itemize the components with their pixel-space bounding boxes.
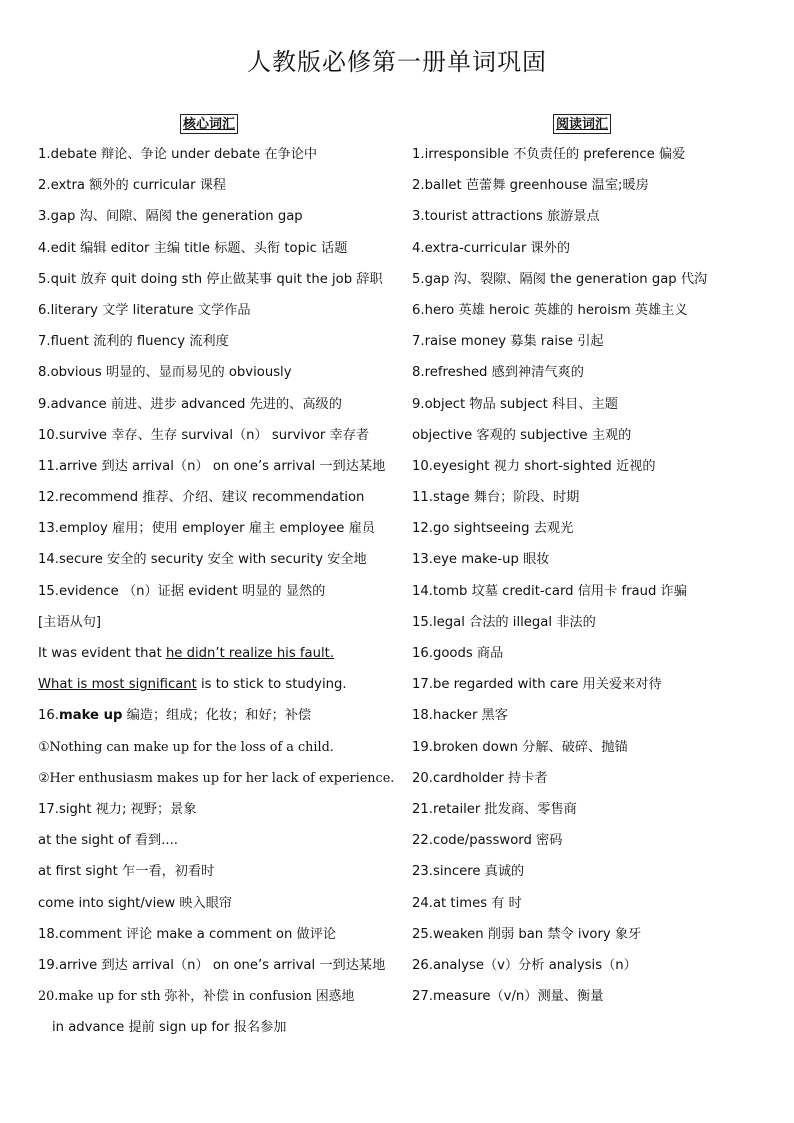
vocab-line: 20.cardholder 持卡者 (412, 770, 548, 786)
vocab-line: at first sight 乍一看，初看时 (38, 864, 215, 880)
phrase-meaning: 编造；组成；化妆；和好；补偿 (122, 708, 312, 724)
vocab-line: objective 客观的 subjective 主观的 (412, 427, 632, 443)
vocab-line: 17.be regarded with care 用关爱来对待 (412, 677, 662, 693)
vocab-line: 15.evidence （n）证据 evident 明显的 显然的 (38, 583, 326, 599)
bold-phrase: make up (58, 708, 123, 724)
example-sentence (38, 638, 408, 669)
vocab-line: 6.literary 文学 literature 文学作品 (38, 302, 251, 318)
vocab-line: 5.gap 沟、裂隙、隔阂 the generation gap 代沟 (412, 271, 708, 287)
vocab-line: 19.arrive 到达 arrival（n） on one’s arrival 一到达某地 (38, 957, 386, 973)
vocab-line: in advance 提前 sign up for 报名参加 (52, 1020, 287, 1036)
vocab-line: 18.comment 评论 make a comment on 做评论 (38, 926, 337, 942)
vocab-line: 1.irresponsible 不负责任的 preference 偏爱 (412, 147, 686, 162)
vocab-line: 4.edit 编辑 editor 主编 title 标题、头衔 topic 话题 (38, 240, 348, 256)
vocab-line: 26.analyse（v）分析 analysis（n） (412, 957, 637, 973)
vocab-line: 1.debate 辩论、争论 under debate 在争论中 (38, 147, 318, 162)
vocab-line: 12.recommend 推荐、介绍、建议 recommendation (38, 490, 365, 506)
vocab-line: 19.broken down 分解、破碎、抛锚 (412, 739, 628, 755)
vocab-line: come into sight/view 映入眼帘 (38, 895, 233, 911)
example-sentence: ②Her enthusiasm makes up for her lack of experience. (38, 770, 395, 786)
vocab-line: 9.object 物品 subject 科目、主题 (412, 396, 618, 412)
vocab-line: 22.code/password 密码 (412, 833, 563, 849)
example-sentence: ①Nothing can make up for the loss of a child. (38, 739, 334, 755)
vocab-line: 11.stage 舞台；阶段、时期 (412, 490, 580, 506)
vocab-line: 27.measure（v/n）测量、衡量 (412, 989, 604, 1005)
underlined-clause: What is most significant (38, 677, 197, 693)
vocab-line: 6.hero 英雄 heroic 英雄的 heroism 英雄主义 (412, 302, 688, 318)
core-vocabulary-heading: 核心词汇 (180, 114, 238, 134)
vocab-line: at the sight of 看到.... (38, 833, 178, 849)
vocab-line: 12.go sightseeing 去观光 (412, 521, 574, 537)
vocab-line: 7.raise money 募集 raise 引起 (412, 334, 604, 350)
vocab-line: 10.survive 幸存、生存 survival（n） survivor 幸存者 (38, 427, 370, 443)
vocab-line: 24.at times 有 时 (412, 895, 522, 911)
vocab-line: 3.gap 沟、间隙、隔阂 the generation gap (38, 209, 303, 225)
example-sentence-start: It was evident that (38, 646, 166, 661)
reading-vocabulary-column (412, 114, 782, 1012)
vocab-line: 2.extra 额外的 curricular 课程 (38, 178, 227, 194)
vocab-line: 11.arrive 到达 arrival（n） on one’s arrival 一到达某地 (38, 458, 386, 474)
vocab-line: 21.retailer 批发商、零售商 (412, 801, 577, 817)
vocab-line: 25.weaken 削弱 ban 禁令 ivory 象牙 (412, 926, 642, 942)
vocab-line: 3.tourist attractions 旅游景点 (412, 209, 600, 225)
vocab-line: 13.employ 雇用；使用 employer 雇主 employee 雇员 (38, 521, 375, 537)
vocab-line: 18.hacker 黑客 (412, 708, 508, 724)
example-sentence (38, 669, 408, 700)
vocab-line: 16.goods 商品 (412, 646, 504, 661)
vocab-line: 10.eyesight 视力 short-sighted 近视的 (412, 458, 656, 474)
vocab-line: 9.advance 前进、进步 advanced 先进的、高级的 (38, 396, 342, 412)
underlined-clause: he didn’t realize his fault. (165, 646, 335, 661)
reading-vocabulary-heading: 阅读词汇 (553, 114, 611, 134)
example-sentence-end: is to stick to studying. (196, 677, 347, 693)
vocab-line: 14.secure 安全的 security 安全 with security 安全地 (38, 552, 367, 568)
page-title: 人教版必修第一册单词巩固 (247, 48, 547, 76)
vocab-line: 5.quit 放弃 quit doing sth 停止做某事 quit the job 辞职 (38, 271, 383, 287)
vocab-line: 20.make up for sth 弥补，补偿 in confusion 困惑地 (38, 989, 355, 1005)
item-number: 16. (38, 708, 59, 724)
vocab-line: 7.fluent 流利的 fluency 流利度 (38, 334, 229, 350)
vocab-line: 17.sight 视力; 视野；景象 (38, 801, 197, 817)
subject-clause-label: [主语从句] (38, 614, 102, 630)
vocab-line: 14.tomb 坟墓 credit-card 信用卡 fraud 诈骗 (412, 583, 687, 599)
vocab-line: 15.legal 合法的 illegal 非法的 (412, 614, 596, 630)
vocab-line: 13.eye make-up 眼妆 (412, 552, 550, 568)
core-vocabulary-column (38, 114, 408, 1043)
vocab-line: 8.obvious 明显的、显而易见的 obviously (38, 365, 292, 381)
vocab-line: 8.refreshed 感到神清气爽的 (412, 365, 584, 381)
vocab-line: 2.ballet 芭蕾舞 greenhouse 温室;暖房 (412, 178, 649, 194)
vocab-line (38, 700, 408, 731)
vocab-line: 23.sincere 真诚的 (412, 864, 525, 880)
vocab-line: 4.extra-curricular 课外的 (412, 240, 571, 256)
